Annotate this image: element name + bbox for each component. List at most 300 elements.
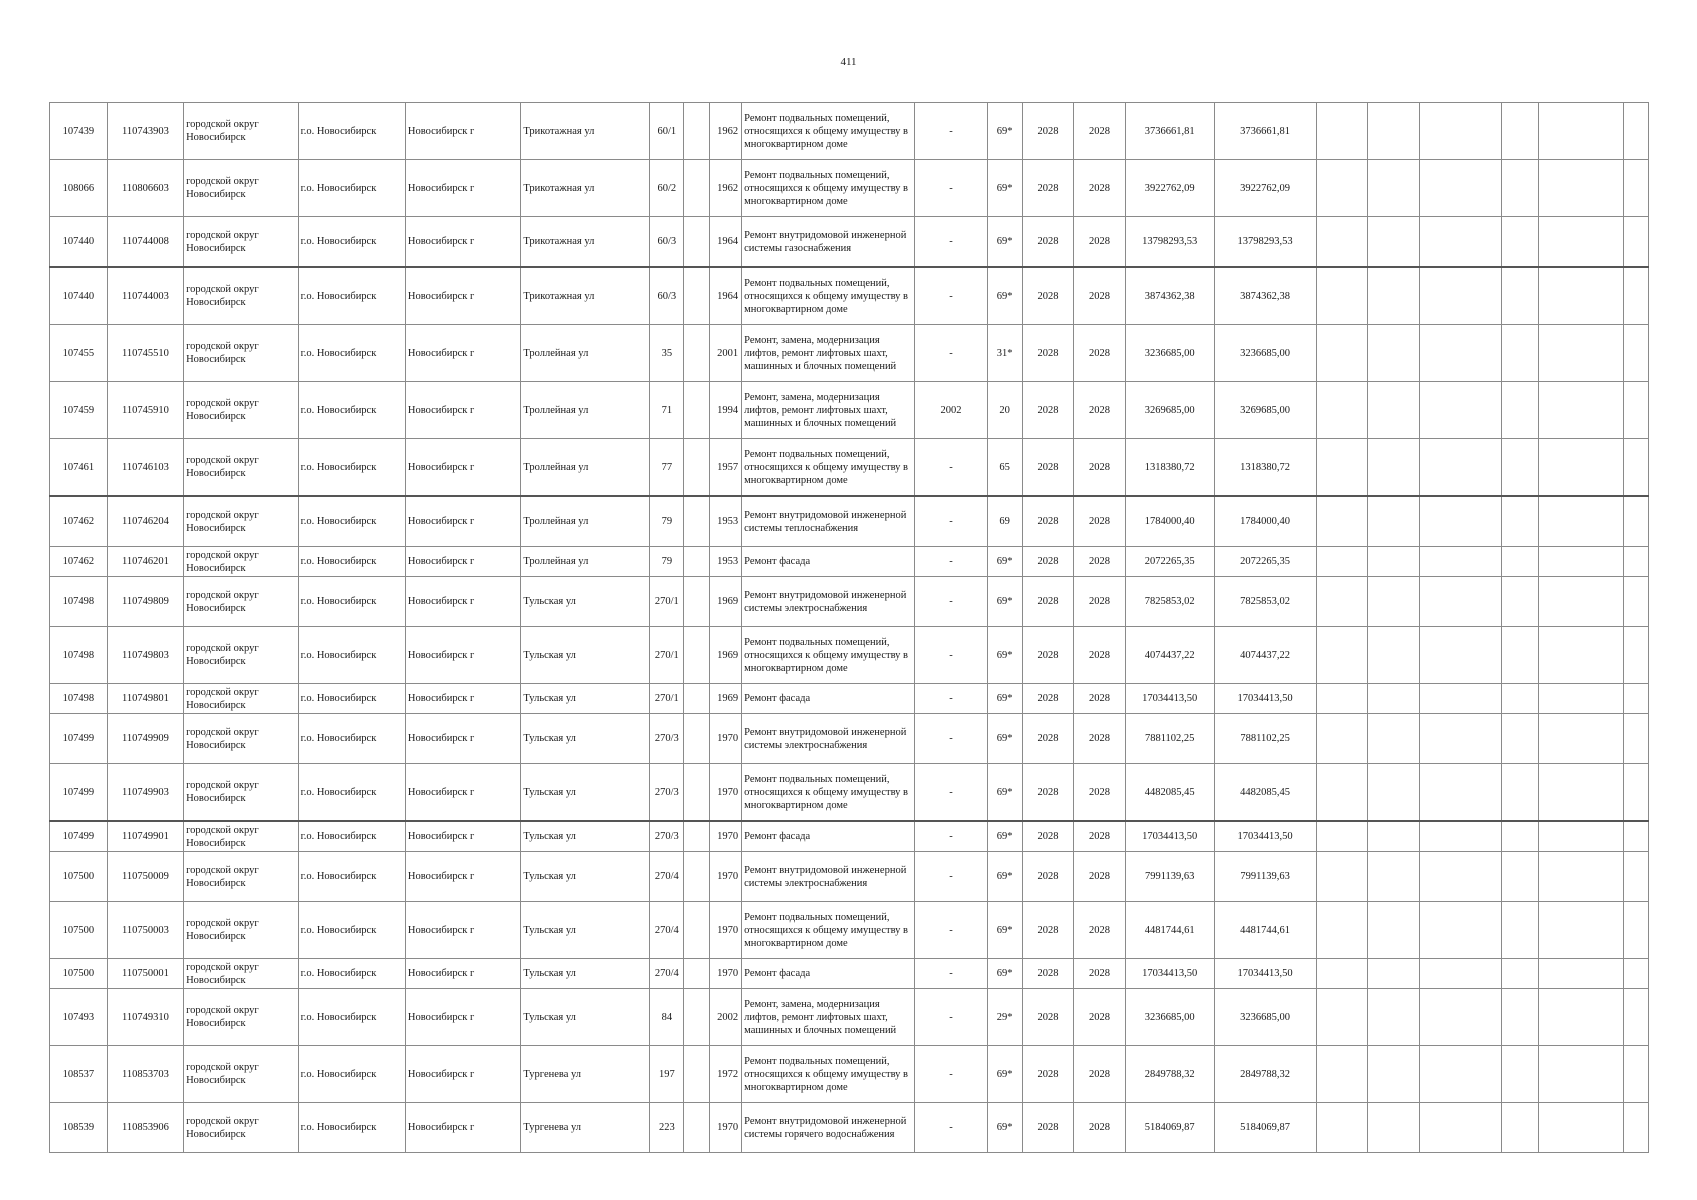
empty-cell: [1539, 267, 1624, 325]
wear-percent-cell: 69*: [987, 1103, 1022, 1153]
empty-cell: [1502, 160, 1539, 217]
wear-percent-cell: 65: [987, 439, 1022, 497]
work-cost-cell: 13798293,53: [1125, 217, 1214, 268]
district-cell: городской округ Новосибирск: [184, 547, 299, 577]
total-cost-cell: 13798293,53: [1214, 217, 1316, 268]
empty-cell: [1502, 684, 1539, 714]
empty-cell: [1539, 959, 1624, 989]
municipality-cell: г.о. Новосибирск: [298, 902, 405, 959]
street-cell: Трикотажная ул: [521, 103, 650, 160]
empty-cell: [1624, 1046, 1649, 1103]
empty-cell: [1368, 439, 1420, 497]
empty-cell: [1502, 902, 1539, 959]
plan-end-year-cell: 2028: [1074, 989, 1126, 1046]
empty-cell: [1539, 325, 1624, 382]
city-cell: Новосибирск г: [405, 1046, 521, 1103]
plan-end-year-cell: 2028: [1074, 577, 1126, 627]
empty-cell: [1624, 821, 1649, 852]
street-cell: Тульская ул: [521, 821, 650, 852]
work-cost-cell: 2849788,32: [1125, 1046, 1214, 1103]
work-code-cell: 110749909: [107, 714, 183, 764]
table-row: [50, 684, 1649, 714]
plan-start-year-cell: 2028: [1022, 325, 1074, 382]
city-cell: Новосибирск г: [405, 217, 521, 268]
empty-cell: [1624, 1103, 1649, 1153]
work-cost-cell: 3236685,00: [1125, 989, 1214, 1046]
empty-cell: [1502, 325, 1539, 382]
empty-cell: [1419, 852, 1502, 902]
empty-cell: [1368, 959, 1420, 989]
house-letter-cell: [684, 439, 710, 497]
plan-end-year-cell: 2028: [1074, 684, 1126, 714]
municipality-cell: г.о. Новосибирск: [298, 852, 405, 902]
house-letter-cell: [684, 627, 710, 684]
empty-cell: [1316, 267, 1368, 325]
empty-cell: [1316, 325, 1368, 382]
empty-cell: [1539, 217, 1624, 268]
empty-cell: [1419, 684, 1502, 714]
work-type-cell: Ремонт подвальных помещений, относящихся к общему имуществу в многоквартирном доме: [742, 902, 915, 959]
table-row: [50, 160, 1649, 217]
record-id-cell: 107499: [50, 821, 108, 852]
empty-cell: [1419, 989, 1502, 1046]
plan-start-year-cell: 2028: [1022, 547, 1074, 577]
house-letter-cell: [684, 577, 710, 627]
empty-cell: [1368, 577, 1420, 627]
empty-cell: [1624, 764, 1649, 822]
build-year-cell: 1970: [710, 714, 742, 764]
renovation-year-cell: -: [915, 902, 987, 959]
build-year-cell: 1970: [710, 902, 742, 959]
wear-percent-cell: 31*: [987, 325, 1022, 382]
total-cost-cell: 4074437,22: [1214, 627, 1316, 684]
empty-cell: [1624, 959, 1649, 989]
empty-cell: [1316, 103, 1368, 160]
empty-cell: [1502, 1103, 1539, 1153]
table-row: [50, 764, 1649, 822]
empty-cell: [1419, 1046, 1502, 1103]
empty-cell: [1368, 852, 1420, 902]
build-year-cell: 1970: [710, 764, 742, 822]
total-cost-cell: 3874362,38: [1214, 267, 1316, 325]
street-cell: Трикотажная ул: [521, 217, 650, 268]
renovation-year-cell: -: [915, 217, 987, 268]
city-cell: Новосибирск г: [405, 267, 521, 325]
work-code-cell: 110749809: [107, 577, 183, 627]
build-year-cell: 1964: [710, 267, 742, 325]
house-number-cell: 270/4: [650, 852, 684, 902]
plan-start-year-cell: 2028: [1022, 577, 1074, 627]
table-row: [50, 382, 1649, 439]
renovation-year-cell: -: [915, 267, 987, 325]
renovation-year-cell: -: [915, 764, 987, 822]
plan-start-year-cell: 2028: [1022, 852, 1074, 902]
house-number-cell: 84: [650, 989, 684, 1046]
house-letter-cell: [684, 325, 710, 382]
house-number-cell: 60/3: [650, 217, 684, 268]
house-number-cell: 35: [650, 325, 684, 382]
table-row: [50, 852, 1649, 902]
empty-cell: [1419, 764, 1502, 822]
wear-percent-cell: 69*: [987, 821, 1022, 852]
plan-start-year-cell: 2028: [1022, 989, 1074, 1046]
work-type-cell: Ремонт подвальных помещений, относящихся к общему имуществу в многоквартирном доме: [742, 267, 915, 325]
record-id-cell: 108539: [50, 1103, 108, 1153]
plan-end-year-cell: 2028: [1074, 959, 1126, 989]
municipality-cell: г.о. Новосибирск: [298, 267, 405, 325]
empty-cell: [1419, 496, 1502, 547]
build-year-cell: 2001: [710, 325, 742, 382]
empty-cell: [1539, 1046, 1624, 1103]
municipality-cell: г.о. Новосибирск: [298, 764, 405, 822]
record-id-cell: 107461: [50, 439, 108, 497]
work-type-cell: Ремонт подвальных помещений, относящихся к общему имуществу в многоквартирном доме: [742, 439, 915, 497]
empty-cell: [1316, 439, 1368, 497]
record-id-cell: 107499: [50, 714, 108, 764]
empty-cell: [1624, 577, 1649, 627]
wear-percent-cell: 69*: [987, 959, 1022, 989]
empty-cell: [1368, 267, 1420, 325]
renovation-year-cell: -: [915, 959, 987, 989]
renovation-year-cell: -: [915, 627, 987, 684]
empty-cell: [1316, 989, 1368, 1046]
house-letter-cell: [684, 382, 710, 439]
empty-cell: [1539, 547, 1624, 577]
empty-cell: [1368, 989, 1420, 1046]
empty-cell: [1419, 902, 1502, 959]
total-cost-cell: 3736661,81: [1214, 103, 1316, 160]
district-cell: городской округ Новосибирск: [184, 684, 299, 714]
record-id-cell: 107462: [50, 496, 108, 547]
work-code-cell: 110853703: [107, 1046, 183, 1103]
wear-percent-cell: 69*: [987, 714, 1022, 764]
renovation-year-cell: -: [915, 989, 987, 1046]
renovation-year-cell: -: [915, 1103, 987, 1153]
plan-start-year-cell: 2028: [1022, 684, 1074, 714]
renovation-year-cell: -: [915, 684, 987, 714]
empty-cell: [1502, 714, 1539, 764]
work-code-cell: 110746201: [107, 547, 183, 577]
city-cell: Новосибирск г: [405, 821, 521, 852]
house-letter-cell: [684, 989, 710, 1046]
empty-cell: [1368, 821, 1420, 852]
empty-cell: [1368, 684, 1420, 714]
plan-start-year-cell: 2028: [1022, 160, 1074, 217]
street-cell: Тургенева ул: [521, 1103, 650, 1153]
house-letter-cell: [684, 103, 710, 160]
total-cost-cell: 2072265,35: [1214, 547, 1316, 577]
plan-end-year-cell: 2028: [1074, 496, 1126, 547]
district-cell: городской округ Новосибирск: [184, 217, 299, 268]
total-cost-cell: 7881102,25: [1214, 714, 1316, 764]
city-cell: Новосибирск г: [405, 547, 521, 577]
district-cell: городской округ Новосибирск: [184, 714, 299, 764]
empty-cell: [1316, 627, 1368, 684]
build-year-cell: 1969: [710, 627, 742, 684]
empty-cell: [1316, 217, 1368, 268]
build-year-cell: 2002: [710, 989, 742, 1046]
wear-percent-cell: 69*: [987, 852, 1022, 902]
build-year-cell: 1969: [710, 684, 742, 714]
work-type-cell: Ремонт подвальных помещений, относящихся к общему имуществу в многоквартирном доме: [742, 1046, 915, 1103]
plan-start-year-cell: 2028: [1022, 627, 1074, 684]
empty-cell: [1502, 821, 1539, 852]
empty-cell: [1624, 382, 1649, 439]
empty-cell: [1419, 382, 1502, 439]
build-year-cell: 1970: [710, 821, 742, 852]
house-number-cell: 60/2: [650, 160, 684, 217]
build-year-cell: 1970: [710, 959, 742, 989]
work-code-cell: 110745910: [107, 382, 183, 439]
empty-cell: [1368, 627, 1420, 684]
municipality-cell: г.о. Новосибирск: [298, 1046, 405, 1103]
renovation-year-cell: -: [915, 714, 987, 764]
renovation-year-cell: 2002: [915, 382, 987, 439]
work-code-cell: 110746204: [107, 496, 183, 547]
empty-cell: [1624, 714, 1649, 764]
build-year-cell: 1972: [710, 1046, 742, 1103]
record-id-cell: 107439: [50, 103, 108, 160]
work-type-cell: Ремонт внутридомовой инженерной системы электроснабжения: [742, 852, 915, 902]
plan-start-year-cell: 2028: [1022, 1046, 1074, 1103]
work-code-cell: 110750009: [107, 852, 183, 902]
empty-cell: [1624, 217, 1649, 268]
work-cost-cell: 1318380,72: [1125, 439, 1214, 497]
total-cost-cell: 1318380,72: [1214, 439, 1316, 497]
street-cell: Троллейная ул: [521, 382, 650, 439]
district-cell: городской округ Новосибирск: [184, 1046, 299, 1103]
empty-cell: [1316, 684, 1368, 714]
work-type-cell: Ремонт фасада: [742, 547, 915, 577]
house-letter-cell: [684, 959, 710, 989]
house-number-cell: 79: [650, 496, 684, 547]
empty-cell: [1502, 577, 1539, 627]
table-row: [50, 1103, 1649, 1153]
municipality-cell: г.о. Новосибирск: [298, 714, 405, 764]
empty-cell: [1316, 1046, 1368, 1103]
empty-cell: [1539, 103, 1624, 160]
table-row: [50, 217, 1649, 268]
empty-cell: [1419, 160, 1502, 217]
empty-cell: [1316, 852, 1368, 902]
house-letter-cell: [684, 764, 710, 822]
street-cell: Троллейная ул: [521, 496, 650, 547]
house-number-cell: 270/1: [650, 627, 684, 684]
work-type-cell: Ремонт фасада: [742, 821, 915, 852]
total-cost-cell: 7825853,02: [1214, 577, 1316, 627]
house-number-cell: 197: [650, 1046, 684, 1103]
wear-percent-cell: 69*: [987, 627, 1022, 684]
empty-cell: [1419, 217, 1502, 268]
city-cell: Новосибирск г: [405, 684, 521, 714]
empty-cell: [1539, 627, 1624, 684]
total-cost-cell: 17034413,50: [1214, 959, 1316, 989]
street-cell: Троллейная ул: [521, 547, 650, 577]
street-cell: Тургенева ул: [521, 1046, 650, 1103]
municipality-cell: г.о. Новосибирск: [298, 577, 405, 627]
work-cost-cell: 3874362,38: [1125, 267, 1214, 325]
work-code-cell: 110745510: [107, 325, 183, 382]
work-cost-cell: 4481744,61: [1125, 902, 1214, 959]
build-year-cell: 1964: [710, 217, 742, 268]
empty-cell: [1539, 989, 1624, 1046]
municipality-cell: г.о. Новосибирск: [298, 989, 405, 1046]
empty-cell: [1316, 160, 1368, 217]
total-cost-cell: 3922762,09: [1214, 160, 1316, 217]
wear-percent-cell: 69*: [987, 764, 1022, 822]
empty-cell: [1502, 382, 1539, 439]
work-code-cell: 110744003: [107, 267, 183, 325]
city-cell: Новосибирск г: [405, 627, 521, 684]
record-id-cell: 107462: [50, 547, 108, 577]
empty-cell: [1419, 325, 1502, 382]
work-code-cell: 110749801: [107, 684, 183, 714]
empty-cell: [1502, 439, 1539, 497]
house-number-cell: 79: [650, 547, 684, 577]
empty-cell: [1502, 217, 1539, 268]
district-cell: городской округ Новосибирск: [184, 325, 299, 382]
empty-cell: [1316, 547, 1368, 577]
municipality-cell: г.о. Новосибирск: [298, 496, 405, 547]
house-letter-cell: [684, 160, 710, 217]
municipality-cell: г.о. Новосибирск: [298, 217, 405, 268]
plan-end-year-cell: 2028: [1074, 382, 1126, 439]
build-year-cell: 1969: [710, 577, 742, 627]
empty-cell: [1539, 439, 1624, 497]
work-type-cell: Ремонт фасада: [742, 684, 915, 714]
table-row: [50, 577, 1649, 627]
work-cost-cell: 7881102,25: [1125, 714, 1214, 764]
empty-cell: [1419, 547, 1502, 577]
build-year-cell: 1970: [710, 852, 742, 902]
renovation-year-cell: -: [915, 547, 987, 577]
street-cell: Тульская ул: [521, 959, 650, 989]
empty-cell: [1316, 902, 1368, 959]
wear-percent-cell: 29*: [987, 989, 1022, 1046]
city-cell: Новосибирск г: [405, 439, 521, 497]
empty-cell: [1539, 496, 1624, 547]
empty-cell: [1502, 547, 1539, 577]
empty-cell: [1539, 852, 1624, 902]
city-cell: Новосибирск г: [405, 902, 521, 959]
house-number-cell: 270/4: [650, 902, 684, 959]
table-row: [50, 821, 1649, 852]
empty-cell: [1502, 989, 1539, 1046]
street-cell: Тульская ул: [521, 627, 650, 684]
empty-cell: [1419, 821, 1502, 852]
district-cell: городской округ Новосибирск: [184, 382, 299, 439]
wear-percent-cell: 69*: [987, 577, 1022, 627]
work-cost-cell: 17034413,50: [1125, 959, 1214, 989]
work-code-cell: 110750003: [107, 902, 183, 959]
work-code-cell: 110749903: [107, 764, 183, 822]
house-letter-cell: [684, 852, 710, 902]
work-type-cell: Ремонт внутридомовой инженерной системы электроснабжения: [742, 577, 915, 627]
house-number-cell: 60/3: [650, 267, 684, 325]
renovation-year-cell: -: [915, 439, 987, 497]
plan-end-year-cell: 2028: [1074, 627, 1126, 684]
municipality-cell: г.о. Новосибирск: [298, 684, 405, 714]
plan-end-year-cell: 2028: [1074, 160, 1126, 217]
work-type-cell: Ремонт внутридомовой инженерной системы горячего водоснабжения: [742, 1103, 915, 1153]
plan-end-year-cell: 2028: [1074, 547, 1126, 577]
street-cell: Тульская ул: [521, 714, 650, 764]
total-cost-cell: 7991139,63: [1214, 852, 1316, 902]
work-type-cell: Ремонт подвальных помещений, относящихся к общему имуществу в многоквартирном доме: [742, 764, 915, 822]
plan-end-year-cell: 2028: [1074, 103, 1126, 160]
city-cell: Новосибирск г: [405, 989, 521, 1046]
street-cell: Трикотажная ул: [521, 160, 650, 217]
house-letter-cell: [684, 821, 710, 852]
plan-start-year-cell: 2028: [1022, 959, 1074, 989]
work-type-cell: Ремонт подвальных помещений, относящихся к общему имуществу в многоквартирном доме: [742, 103, 915, 160]
empty-cell: [1419, 577, 1502, 627]
empty-cell: [1419, 959, 1502, 989]
work-type-cell: Ремонт внутридомовой инженерной системы электроснабжения: [742, 714, 915, 764]
district-cell: городской округ Новосибирск: [184, 764, 299, 822]
work-type-cell: Ремонт подвальных помещений, относящихся к общему имуществу в многоквартирном доме: [742, 160, 915, 217]
total-cost-cell: 3269685,00: [1214, 382, 1316, 439]
plan-end-year-cell: 2028: [1074, 1103, 1126, 1153]
record-id-cell: 107493: [50, 989, 108, 1046]
plan-start-year-cell: 2028: [1022, 902, 1074, 959]
street-cell: Тульская ул: [521, 764, 650, 822]
record-id-cell: 107498: [50, 627, 108, 684]
record-id-cell: 108537: [50, 1046, 108, 1103]
table-row: [50, 902, 1649, 959]
street-cell: Тульская ул: [521, 989, 650, 1046]
work-cost-cell: 2072265,35: [1125, 547, 1214, 577]
build-year-cell: 1994: [710, 382, 742, 439]
record-id-cell: 108066: [50, 160, 108, 217]
empty-cell: [1502, 959, 1539, 989]
renovation-year-cell: -: [915, 325, 987, 382]
house-number-cell: 270/3: [650, 821, 684, 852]
municipality-cell: г.о. Новосибирск: [298, 627, 405, 684]
work-code-cell: 110744008: [107, 217, 183, 268]
page-number: 411: [840, 56, 857, 68]
record-id-cell: 107500: [50, 959, 108, 989]
plan-start-year-cell: 2028: [1022, 821, 1074, 852]
city-cell: Новосибирск г: [405, 382, 521, 439]
municipality-cell: г.о. Новосибирск: [298, 821, 405, 852]
street-cell: Тульская ул: [521, 577, 650, 627]
plan-end-year-cell: 2028: [1074, 267, 1126, 325]
record-id-cell: 107499: [50, 764, 108, 822]
empty-cell: [1316, 1103, 1368, 1153]
total-cost-cell: 17034413,50: [1214, 684, 1316, 714]
renovation-year-cell: -: [915, 577, 987, 627]
street-cell: Троллейная ул: [521, 439, 650, 497]
work-cost-cell: 4074437,22: [1125, 627, 1214, 684]
municipality-cell: г.о. Новосибирск: [298, 1103, 405, 1153]
house-number-cell: 77: [650, 439, 684, 497]
district-cell: городской округ Новосибирск: [184, 959, 299, 989]
empty-cell: [1624, 547, 1649, 577]
empty-cell: [1539, 902, 1624, 959]
record-id-cell: 107498: [50, 577, 108, 627]
municipality-cell: г.о. Новосибирск: [298, 439, 405, 497]
work-cost-cell: 4482085,45: [1125, 764, 1214, 822]
work-code-cell: 110853906: [107, 1103, 183, 1153]
district-cell: городской округ Новосибирск: [184, 577, 299, 627]
plan-start-year-cell: 2028: [1022, 764, 1074, 822]
city-cell: Новосибирск г: [405, 852, 521, 902]
work-type-cell: Ремонт, замена, модернизация лифтов, ремонт лифтовых шахт, машинных и блочных помещений: [742, 325, 915, 382]
plan-end-year-cell: 2028: [1074, 764, 1126, 822]
table-row: [50, 989, 1649, 1046]
plan-end-year-cell: 2028: [1074, 714, 1126, 764]
